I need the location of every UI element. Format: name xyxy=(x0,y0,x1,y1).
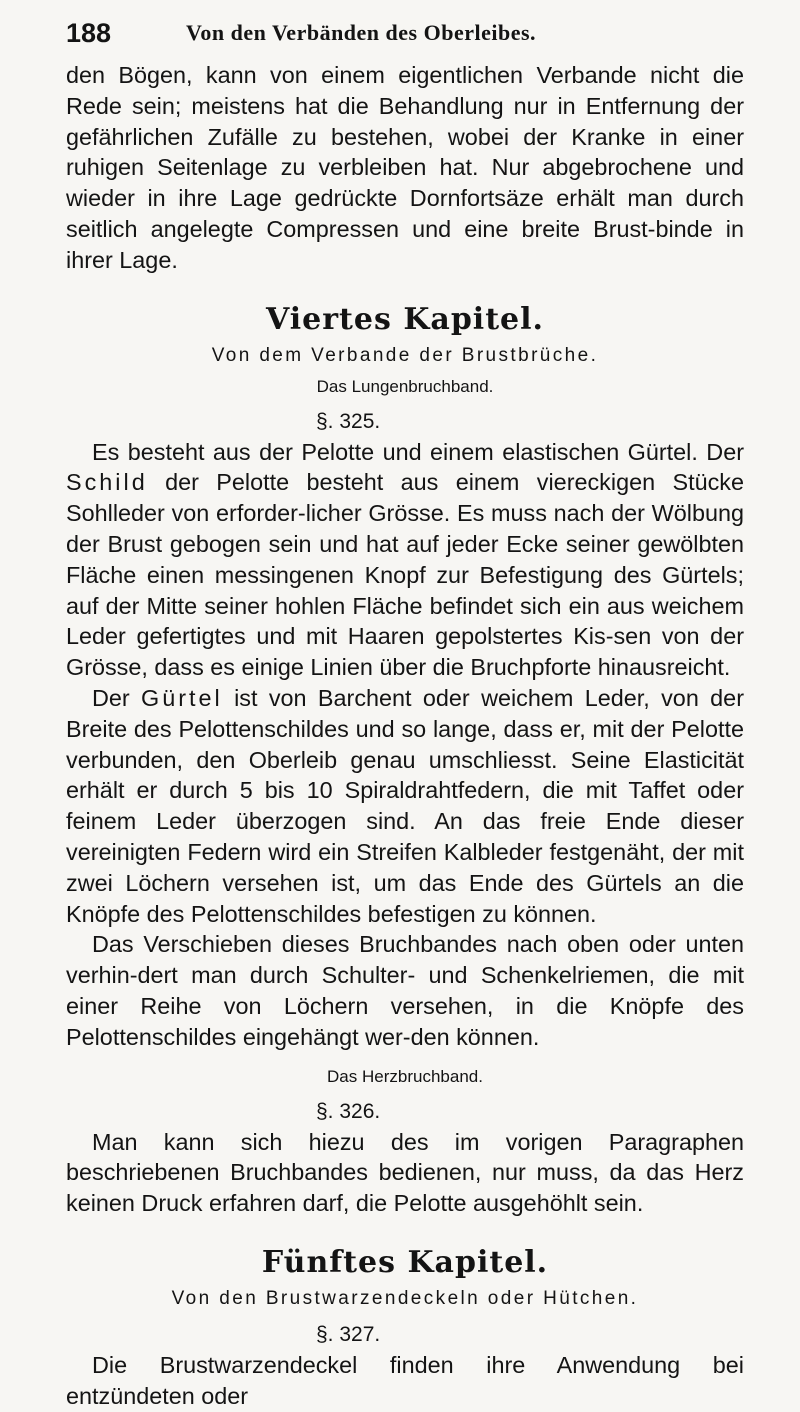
running-head xyxy=(66,0,744,60)
paragraph-number-325: §. 325. xyxy=(316,409,381,433)
term-schild: Schild xyxy=(66,469,148,496)
term-guertel: Gürtel xyxy=(141,684,223,711)
chapter-5-subtitle: Von den Brustwarzendeckeln oder Hütchen. xyxy=(171,1287,639,1309)
paragraph-pelotte xyxy=(66,437,744,683)
paragraph-brustwarzendeckel: Die Brustwarzendeckel finden ihre Anwendung bei entzündeten oder xyxy=(66,1351,744,1409)
chapter-5-title: Fünftes Kapitel. xyxy=(261,1244,549,1280)
paragraph-guertel xyxy=(66,683,744,929)
paragraph-verschieben: Das Verschieben dieses Bruchbandes nach oben oder unten verhin-dert man durch Schulter- und Schenkelriemen, die mit einer Reihe von Löchern versehen, in die Knöpfe des Pelottenschildes eingehängt wer-den können. xyxy=(66,931,744,1050)
heading-herzbruchband: Das Herzbruchband. xyxy=(327,1066,483,1086)
paragraph-guertel-rest: ist von Barchent oder weichem Leder, von der Breite des Pelottenschildes und so lange, dass er, mit der Pelotte verbunden, den Oberleib genau umschliesst. Seine Elasticität erhält er durch 5 bis 10 Spiraldrahtfedern, die mit Taffet oder feinem Leder überzogen sind. An das freie Ende dieser vereinigten Federn wird ein Streifen Kalbleder festgenäht, der mit zwei Löchern versehen ist, um das Ende des Gürtels an die Knöpfe des Pelottenschildes befestigen zu können. xyxy=(66,684,744,927)
paragraph-number-327: §. 327. xyxy=(316,1322,381,1346)
paragraph-pelotte-lead: Es besteht aus der Pelotte und einem elastischen Gürtel. Der xyxy=(92,438,744,465)
page-number: 188 xyxy=(66,18,112,48)
intro-paragraph: den Bögen, kann von einem eigentlichen Verbande nicht die Rede sein; meistens hat die Behandlung nur in Entfernung der gefährlichen Zufälle zu bestehen, wobei der Kranke in einer ruhigen Seitenlage zu verbleiben hat. Nur abgebrochene und wieder in ihre Lage gedrückte Dornfortsäze erhält man durch seitlich angelegte Compressen und eine breite Brust-binde in ihrer Lage. xyxy=(66,62,744,273)
chapter-4-subtitle: Von dem Verbande der Brustbrüche. xyxy=(211,344,599,366)
heading-lungenbruchband: Das Lungenbruchband. xyxy=(316,376,494,396)
running-title: Von den Verbänden des Oberleibes. xyxy=(186,20,537,45)
chapter-4-title: Viertes Kapitel. xyxy=(266,301,544,337)
paragraph-guertel-lead: Der xyxy=(92,684,142,711)
paragraph-herzbruchband: Man kann sich hiezu des im vorigen Paragraphen beschriebenen Bruchbandes bedienen, nur muss, da das Herz keinen Druck erfahren darf, die Pelotte ausgehöhlt sein. xyxy=(66,1128,744,1217)
paragraph-number-326: §. 326. xyxy=(316,1099,381,1123)
paragraph-pelotte-rest: der Pelotte besteht aus einem viereckigen Stücke Sohlleder von erforder-licher Grösse. Es muss nach der Wölbung der Brust gebogen sein und hat auf jeder Ecke seiner gewölbten Fläche einen messingenen Knopf zur Befestigung des Gürtels; auf der Mitte seiner hohlen Fläche befindet sich ein aus weichem Leder gefertigtes und mit Haaren gepolstertes Kis-sen von der Grösse, dass es einige Linien über die Bruchpforte hinausreicht. xyxy=(66,469,744,681)
